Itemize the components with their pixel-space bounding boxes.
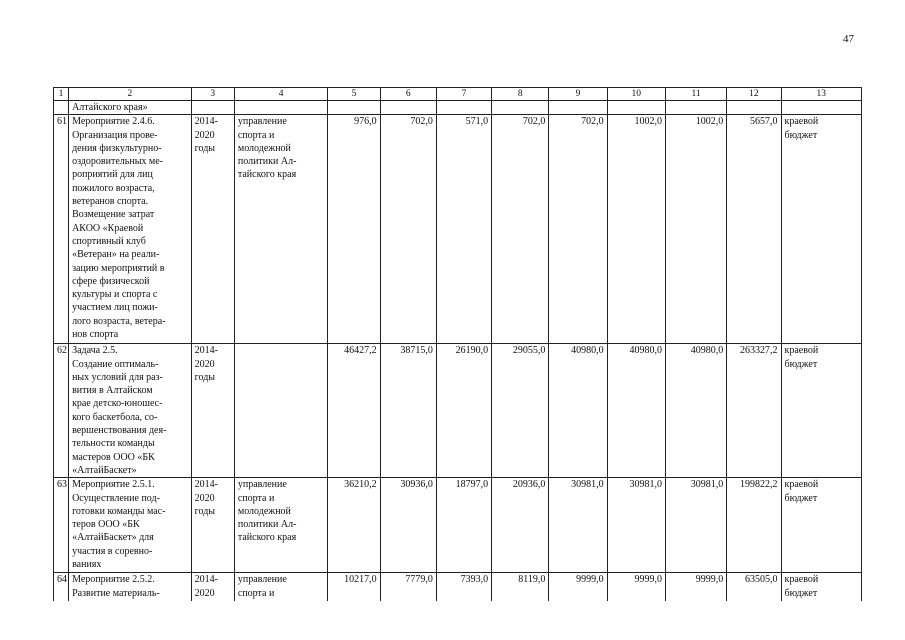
col-header: 7: [436, 88, 491, 101]
row-value: 10217,0: [328, 573, 380, 601]
row-description: Задача 2.5. Создание оптималь- ных условий для раз- вития в Алтайском крае детско-юношес- кого баскетбола, со- вершенствования дея- тельности команды мастеров ООО «БК «АлтайБаскет»: [69, 344, 192, 478]
continuation-row: [54, 101, 862, 115]
col-header: 9: [549, 88, 607, 101]
table-header-row: [54, 88, 862, 101]
row-value: 1002,0: [665, 115, 726, 344]
row-value: 702,0: [380, 115, 436, 344]
row-value: 20936,0: [492, 478, 549, 573]
row-value: 40980,0: [665, 344, 726, 478]
row-value: 7393,0: [436, 573, 491, 601]
row-number: 64: [54, 573, 69, 601]
row-value: 1002,0: [607, 115, 665, 344]
row-years: 2014- 2020 годы: [191, 344, 234, 478]
row-value: 38715,0: [380, 344, 436, 478]
row-executor: управление спорта и: [234, 573, 327, 601]
col-header: 6: [380, 88, 436, 101]
row-value: 976,0: [328, 115, 380, 344]
row-value: 263327,2: [727, 344, 781, 478]
page-number: 47: [843, 33, 854, 45]
row-value: 18797,0: [436, 478, 491, 573]
row-value: 26190,0: [436, 344, 491, 478]
row-description: Мероприятие 2.5.1. Осуществление под- готовки команды мас- теров ООО «БК «АлтайБаскет» для участия в соревно- ваниях: [69, 478, 192, 573]
col-header: 2: [69, 88, 192, 101]
row-number: 61: [54, 115, 69, 344]
table-row: [54, 344, 862, 478]
row-number: 63: [54, 478, 69, 573]
row-value: 40980,0: [549, 344, 607, 478]
row-funding-source: краевой бюджет: [781, 573, 862, 601]
table-row: [54, 573, 862, 601]
col-header: 4: [234, 88, 327, 101]
row-value: 199822,2: [727, 478, 781, 573]
col-header: 13: [781, 88, 862, 101]
row-years: 2014- 2020 годы: [191, 115, 234, 344]
row-funding-source: краевой бюджет: [781, 115, 862, 344]
row-years: 2014- 2020 годы: [191, 478, 234, 573]
row-value: 702,0: [549, 115, 607, 344]
continuation-text: Алтайского края»: [69, 101, 192, 115]
row-value: 9999,0: [665, 573, 726, 601]
row-number: 62: [54, 344, 69, 478]
row-funding-source: краевой бюджет: [781, 344, 862, 478]
table-row: [54, 115, 862, 344]
row-value: 30981,0: [665, 478, 726, 573]
row-value: 63505,0: [727, 573, 781, 601]
col-header: 12: [727, 88, 781, 101]
row-description: Мероприятие 2.4.6. Организация прове- дения физкультурно- оздоровительных ме- роприятий для лиц пожилого возраста, ветеранов спорта. Возмещение затрат АКОО «Краевой спортивный клуб «Ветеран» на реали- зацию мероприятий в сфере физической культуры и спорта с участием лиц пожи- лого возраста, ветера- нов спорта: [69, 115, 192, 344]
row-value: 7779,0: [380, 573, 436, 601]
row-value: 30981,0: [549, 478, 607, 573]
row-value: 30936,0: [380, 478, 436, 573]
row-executor: [234, 344, 327, 478]
row-executor: управление спорта и молодежной политики Ал- тайского края: [234, 115, 327, 344]
row-value: 702,0: [492, 115, 549, 344]
row-value: 30981,0: [607, 478, 665, 573]
row-value: 9999,0: [607, 573, 665, 601]
row-value: 29055,0: [492, 344, 549, 478]
row-executor: управление спорта и молодежной политики Ал- тайского края: [234, 478, 327, 573]
row-description: Мероприятие 2.5.2. Развитие материаль-: [69, 573, 192, 601]
row-value: 46427,2: [328, 344, 380, 478]
row-value: 5657,0: [727, 115, 781, 344]
row-value: 40980,0: [607, 344, 665, 478]
col-header: 10: [607, 88, 665, 101]
row-value: 571,0: [436, 115, 491, 344]
row-value: 9999,0: [549, 573, 607, 601]
col-header: 11: [665, 88, 726, 101]
row-value: 36210,2: [328, 478, 380, 573]
table-row: [54, 478, 862, 573]
row-funding-source: краевой бюджет: [781, 478, 862, 573]
col-header: 1: [54, 88, 69, 101]
col-header: 8: [492, 88, 549, 101]
col-header: 5: [328, 88, 380, 101]
row-years: 2014- 2020: [191, 573, 234, 601]
budget-table: [53, 87, 862, 601]
row-value: 8119,0: [492, 573, 549, 601]
col-header: 3: [191, 88, 234, 101]
